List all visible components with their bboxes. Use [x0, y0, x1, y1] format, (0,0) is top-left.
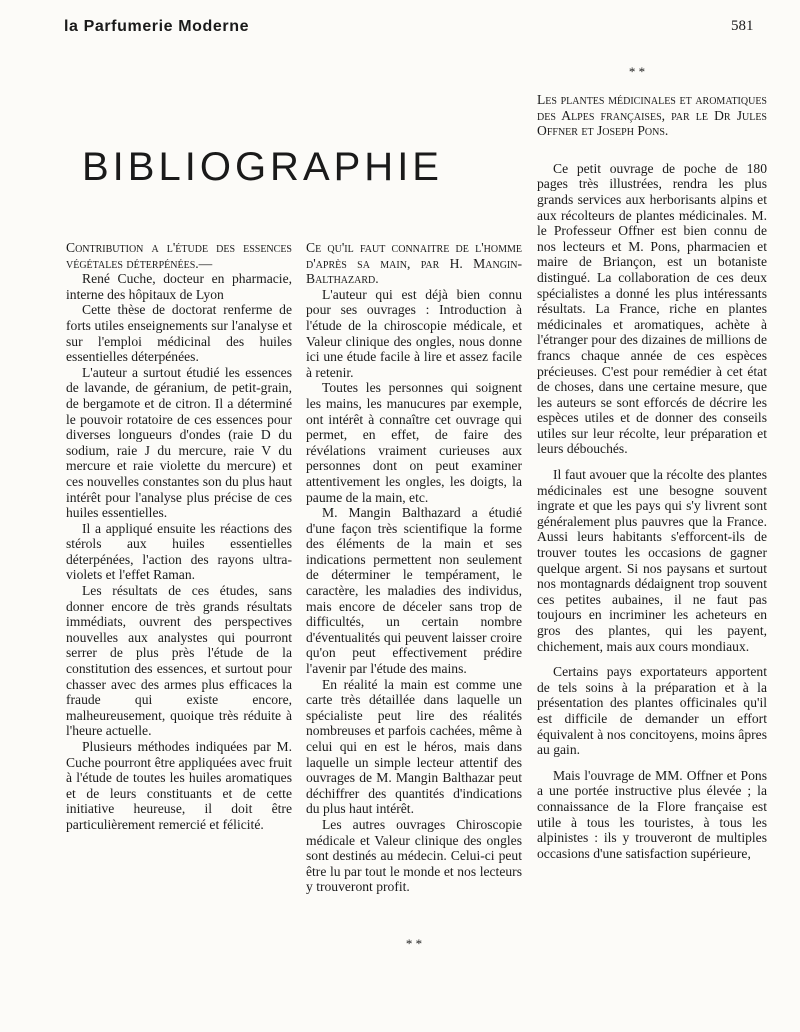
paragraph: Les autres ouvrages Chiroscopie médicale et Valeur clinique des ongles sont destinés au médecin. Celui-ci peut être lu par tout le monde et nos lecteurs y trouveront profit.: [306, 816, 522, 895]
page-title: BIBLIOGRAPHIE: [82, 145, 443, 189]
paragraph: Mais l'ouvrage de MM. Offner et Pons a une portée instructive plus élevée ; la connaissance de la Flore française est utile à tous les touristes, à tous les alpinistes : ils y trouveront de multiples occasions d'une satisfaction supérieure,: [537, 767, 767, 861]
paragraph: Ce petit ouvrage de poche de 180 pages très illustrées, rendra les plus grands services aux herborisants alpins et aux récolteurs de plantes médicinales. M. le Professeur Offner est bien connu de nos lecteurs et M. Pons, pharmacien et maire de Briançon, est un botaniste distingué. La collaboration de ces deux spécialistes a donné les plus intéressants résultats. La France, riche en plantes médicinales et aromatiques, achète à l'étranger pour des dizaines de millions de francs chaque année de ces espèces précieuses. C'est pour remédier à cet état de choses, dans une certaine mesure, que les auteurs se sont efforcés de décrire les espèces utiles et de donner des conseils utiles sur leur récolte, leur préparation et leurs débouchés.: [537, 160, 767, 457]
column-3: [537, 92, 767, 861]
paragraph: Il a appliqué ensuite les réactions des stérols aux huiles essentielles déterpénées, l'action des rayons ultra-violets et l'effet Raman.: [66, 520, 292, 583]
paragraph: Cette thèse de doctorat renferme de forts utiles enseignements sur l'analyse et sur l'emploi médicinal des huiles essentielles déterpénées.: [66, 302, 292, 365]
column-2: [306, 240, 522, 895]
review-heading-3: Les plantes médicinales et aromatiques des Alpes françaises, par le Dr Jules Offner et Joseph Pons.: [537, 92, 767, 139]
paragraph: Les résultats de ces études, sans donner encore de très grands résultats immédiats, ouvrent des perspectives nouvelles aux analystes qui pourront serrer de plus près l'étude de la constitution des essences, et surtout pour chasser avec des armes plus efficaces la fraude qui existe encore, malheureusement, quoique très réduite à l'heure actuelle.: [66, 583, 292, 739]
section-separator-stars: * *: [405, 936, 423, 951]
paragraph: Il faut avouer que la récolte des plantes médicinales est une besogne souvent ingrate et que les pays qui s'y livrent sont généralement plus pauvres que la France. Aussi leurs habitants s'efforcent-ils de trouver toutes les occasions de gagner quelque argent. Si nos paysans et surtout nos montagnards dédaignent trop souvent ces petites aubaines, il ne faut pas toujours en incriminer les acheteurs en gros des plantes, qui les payent, chichement, mais aux cours mondiaux.: [537, 467, 767, 654]
paragraph: L'auteur qui est déjà bien connu pour ses ouvrages : Introduction à l'étude de la chiroscopie médicale, et Valeur clinique des ongles, nous donne ici une étude facile à lire et assez facile à retenir.: [306, 286, 522, 380]
paragraph: En réalité la main est comme une carte très détaillée dans laquelle un spécialiste peut lire des réalités nombreuses et parfois cachées, même à celui qui en est le héros, mais dans laquelle un simple lecteur attentif des ouvrages de M. Mangin Balthazar peut déchiffrer des quantités d'indications du plus haut intérêt.: [306, 676, 522, 817]
journal-header: la Parfumerie Moderne: [64, 18, 250, 35]
page-number: 581: [731, 18, 754, 34]
paragraph: Certains pays exportateurs apportent de tels soins à la préparation et à la présentation des plantes officinales qu'il est difficile de demander un effort équivalent à nos concitoyens, moins âpres au gain.: [537, 664, 767, 758]
paragraph: L'auteur a surtout étudié les essences de lavande, de géranium, de petit-grain, de bergamote et de citron. Il a déterminé le pouvoir rotatoire de ces essences pour diverses longueurs d'ondes (raie D du sodium, raie J du mercure, raie V du mercure et raie violette du mercure) et ces nouvelles constantes son du plus haut intérêt pour l'analyse plus précise de ces huiles essentielles.: [66, 364, 292, 521]
column-1: [66, 240, 292, 833]
review-heading-1: Contribution a l'étude des essences végétales déterpénées.—: [66, 240, 292, 271]
section-separator-stars: * *: [628, 64, 646, 79]
review-heading-2: Ce qu'il faut connaitre de l'homme d'après sa main, par H. Mangin-Balthazard.: [306, 240, 522, 287]
paragraph: Toutes les personnes qui soignent les mains, les manucures par exemple, ont intérêt à connaître cet ouvrage qui permet, en effet, de faire des révélations vraiment curieuses aux personnes dont on peut examiner attentivement les ongles, les doigts, la paume de la main, etc.: [306, 380, 522, 505]
paragraph: Plusieurs méthodes indiquées par M. Cuche pourront être appliquées avec fruit à l'étude de toutes les huiles aromatiques et de leurs constituants et de cette initiative heureuse, il doit être particulièrement remercié et félicité.: [66, 739, 292, 832]
review-author-1: René Cuche, docteur en pharmacie, interne des hôpitaux de Lyon: [66, 271, 292, 302]
paragraph: M. Mangin Balthazard a étudié d'une façon très scientifique la forme des éléments de la main et ses indications permettent non seulement de déterminer le tempérament, le caractère, les maladies des individus, mais encore de déceler sans trop de difficultés, un certain nombre d'éventualités qui peuvent laisser croire qu'on peut effectivement prédire l'avenir par l'étude des mains.: [306, 505, 522, 677]
